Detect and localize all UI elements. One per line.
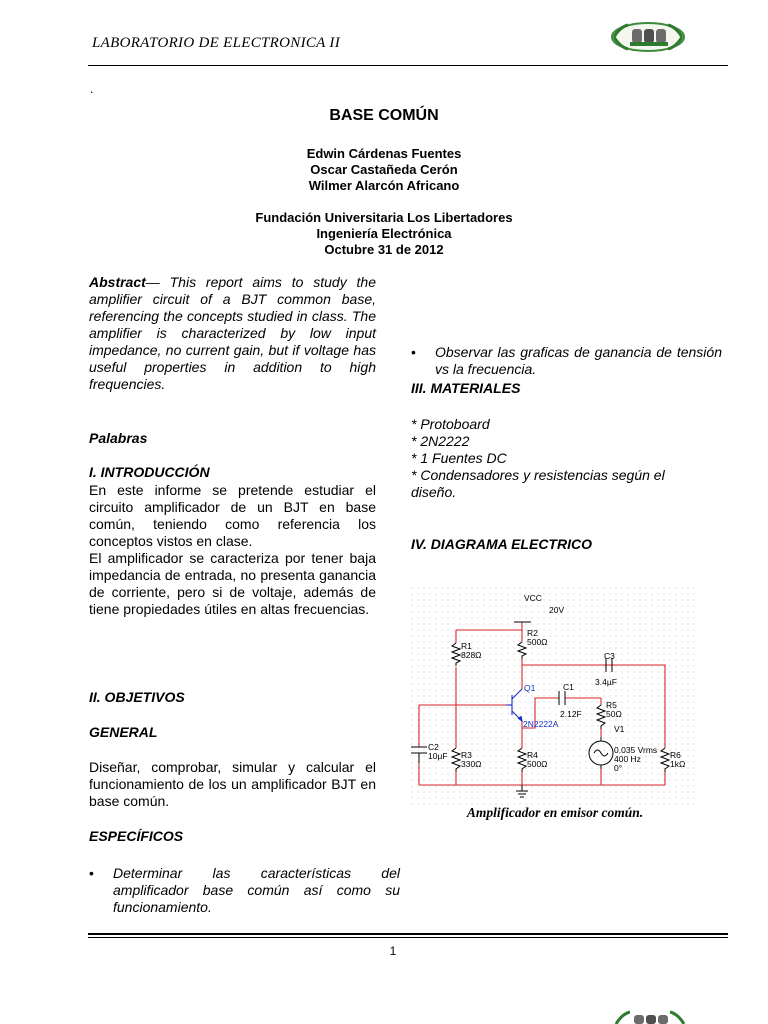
label-v1-amplitude: 0.035 Vrms (614, 745, 658, 755)
university-logo-icon (608, 20, 688, 54)
label-c2-value: 10µF (428, 751, 448, 761)
specific-bullet: • Determinar las características del amplificador base común así como su funcionamiento. (89, 865, 400, 916)
abstract-label: Abstract (89, 274, 146, 290)
footer-rule (88, 937, 728, 938)
diagram-heading: IV. DIAGRAMA ELECTRICO (411, 536, 592, 552)
label-r1-value: 828Ω (461, 650, 482, 660)
general-heading: GENERAL (89, 724, 158, 740)
author-name: Edwin Cárdenas Fuentes (306, 146, 462, 161)
label-vcc-value: 20V (549, 605, 565, 615)
label-v1-phase: 0° (614, 763, 623, 773)
intro-heading: I. INTRODUCCIÓN (89, 464, 210, 480)
label-r5: R5 (606, 700, 617, 710)
general-text: Diseñar, comprobar, simular y calcular el funcionamiento de los un amplificador BJT en base común. (89, 759, 376, 809)
label-r5-value: 50Ω (606, 709, 622, 719)
material-item: * 2N2222 (411, 433, 470, 449)
label-c1: C1 (563, 682, 574, 692)
page-title: BASE COMÚN (329, 107, 439, 124)
label-c3: C3 (604, 651, 615, 661)
author-list (0, 146, 768, 194)
label-r3-value: 330Ω (461, 759, 482, 769)
label-c2: C2 (428, 742, 439, 752)
materials-heading: III. MATERIALES (411, 380, 521, 396)
grid-background (411, 587, 699, 805)
running-header: LABORATORIO DE ELECTRONICA II (92, 35, 341, 51)
material-item: * Condensadores y resistencias según el diseño. (411, 467, 665, 500)
intro-paragraph: El amplificador se caracteriza por tener baja impedancia de entrada, no presenta ganancia de corriente, pero si de voltaje, además de tiene propiedades útiles en altas frecuencias. (89, 550, 376, 617)
label-r2-value: 500Ω (527, 637, 548, 647)
university-logo-icon (610, 1010, 690, 1024)
date: Octubre 31 de 2012 (324, 242, 444, 257)
label-c3-value: 3.4µF (595, 677, 617, 687)
label-q1-model: 2N2222A (523, 719, 559, 729)
specific-heading: ESPECÍFICOS (89, 828, 184, 844)
label-r3: R3 (461, 750, 472, 760)
intro-paragraph: En este informe se pretende estudiar el circuito amplificador de un BJT en base común, teniendo como referencia los conceptos vistos en clase. (89, 482, 376, 549)
label-r6-value: 1kΩ (670, 759, 686, 769)
institution-name: Fundación Universitaria Los Libertadores (255, 210, 513, 225)
label-r4: R4 (527, 750, 538, 760)
material-item: * Protoboard (411, 416, 490, 432)
materials-list (411, 416, 698, 501)
label-c1-value: 2.12F (560, 709, 582, 719)
abstract (89, 274, 376, 393)
label-v1: V1 (614, 724, 625, 734)
circuit-schematic (411, 587, 699, 805)
footer-rule (88, 933, 728, 935)
author-name: Oscar Castañeda Cerón (310, 162, 458, 177)
author-name: Wilmer Alarcón Africano (308, 178, 460, 193)
label-r6: R6 (670, 750, 681, 760)
keywords-heading: Palabras (89, 430, 148, 446)
material-item: * 1 Fuentes DC (411, 450, 507, 466)
label-q1: Q1 (524, 683, 536, 693)
label-v1-frequency: 400 Hz (614, 754, 641, 764)
figure-caption: Amplificador en emisor común. (466, 805, 644, 820)
label-vcc: VCC (524, 593, 542, 603)
program-name: Ingeniería Electrónica (316, 226, 452, 241)
label-r2: R2 (527, 628, 538, 638)
label-r1: R1 (461, 641, 472, 651)
abstract-text: — This report aims to study the amplifier circuit of a BJT common base, referencing the concepts studied in class. The amplifier is characterized by low input impedance, no current gain, but if voltage has useful properties in addition to high frequencies. (89, 274, 376, 392)
page-number: 1 (389, 944, 397, 958)
label-r4-value: 500Ω (527, 759, 548, 769)
header-rule (88, 65, 728, 66)
specific-bullet: • Observar las graficas de ganancia de tensión vs la frecuencia. (411, 344, 722, 378)
objectives-heading: II. OBJETIVOS (89, 689, 185, 705)
stray-mark: . (90, 82, 94, 96)
institution-block (0, 210, 768, 258)
